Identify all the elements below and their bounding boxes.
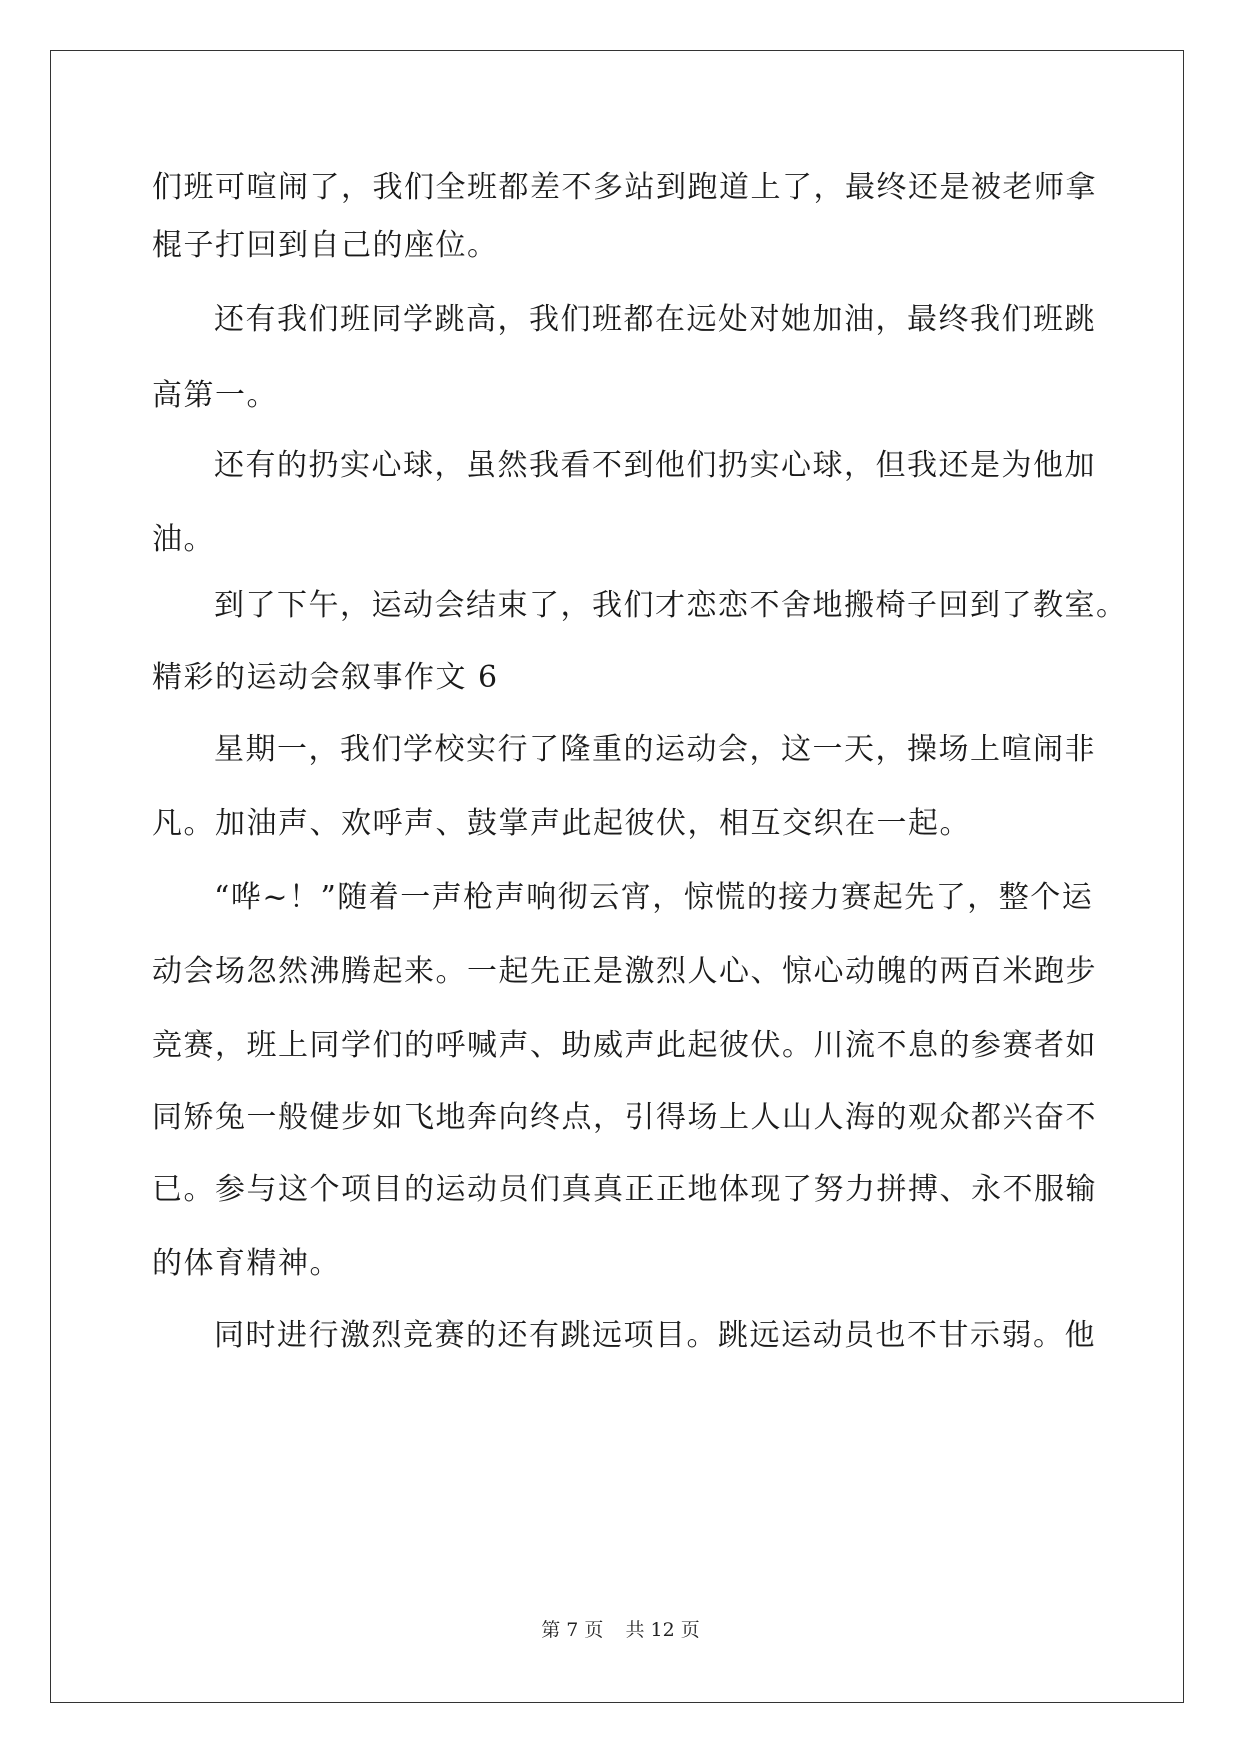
section-heading: 精彩的运动会叙事作文 6 xyxy=(152,660,499,695)
text-line: 同时进行激烈竞赛的还有跳远项目。跳远运动员也不甘示弱。他 xyxy=(214,1318,1096,1353)
text-line: 油。 xyxy=(152,522,215,557)
page-footer xyxy=(0,1618,1241,1642)
text-line: 们班可喧闹了，我们全班都差不多站到跑道上了，最终还是被老师拿 xyxy=(152,170,1097,205)
page-number-total: 共 12 页 xyxy=(625,1619,700,1641)
text-line: 棍子打回到自己的座位。 xyxy=(152,228,499,263)
text-line: 还有我们班同学跳高，我们班都在远处对她加油，最终我们班跳 xyxy=(214,302,1096,337)
text-line: 竞赛，班上同学们的呼喊声、助威声此起彼伏。川流不息的参赛者如 xyxy=(152,1028,1097,1063)
text-line: 同矫兔一般健步如飞地奔向终点，引得场上人山人海的观众都兴奋不 xyxy=(152,1100,1097,1135)
text-line: 已。参与这个项目的运动员们真真正正地体现了努力拼搏、永不服输 xyxy=(152,1172,1097,1207)
text-line: 凡。加油声、欢呼声、鼓掌声此起彼伏，相互交织在一起。 xyxy=(152,806,971,841)
text-line: 动会场忽然沸腾起来。一起先正是激烈人心、惊心动魄的两百米跑步 xyxy=(152,954,1097,989)
page-border xyxy=(50,50,1184,1703)
page-number-current: 第 7 页 xyxy=(541,1619,604,1641)
text-line: 星期一，我们学校实行了隆重的运动会，这一天，操场上喧闹非 xyxy=(214,732,1096,767)
text-line: “哗~！”随着一声枪声响彻云宵，惊慌的接力赛起先了，整个运 xyxy=(214,880,1094,915)
text-line: 到了下午，运动会结束了，我们才恋恋不舍地搬椅子回到了教室。 xyxy=(214,588,1128,623)
text-line: 高第一。 xyxy=(152,378,278,413)
text-line: 的体育精神。 xyxy=(152,1246,341,1281)
text-line: 还有的扔实心球，虽然我看不到他们扔实心球，但我还是为他加 xyxy=(214,448,1096,483)
